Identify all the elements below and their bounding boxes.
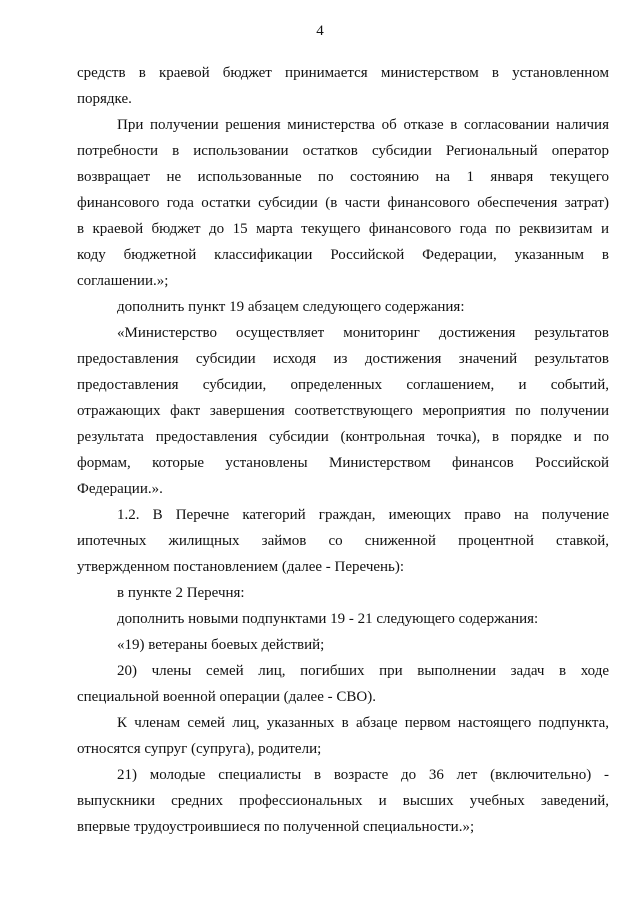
paragraph-start: дополнить пункт 19 абзацем следующего содержания: — [117, 299, 465, 315]
text-line: предоставления субсидии, определенных соглашением, и событий, — [77, 377, 609, 393]
text-line: соглашении.»; — [77, 273, 169, 289]
text-line: формам, которые установлены Министерством финансов Российской — [77, 455, 609, 471]
paragraph-start: 20) члены семей лиц, погибших при выполнении задач в ходе — [117, 663, 609, 679]
paragraph-start: дополнить новыми подпунктами 19 - 21 следующего содержания: — [117, 611, 539, 627]
text-line: финансового года остатки субсидии (в части финансового обеспечения затрат) — [77, 195, 609, 211]
text-line: средств в краевой бюджет принимается министерством в установленном — [77, 65, 609, 81]
paragraph-start: 21) молодые специалисты в возрасте до 36 лет (включительно) - — [117, 767, 609, 783]
text-line: впервые трудоустроившиеся по полученной специальности.»; — [77, 819, 475, 835]
paragraph-start: К членам семей лиц, указанных в абзаце первом настоящего подпункта, — [117, 715, 609, 731]
page-number: 4 — [316, 23, 324, 39]
text-line: ипотечных жилищных займов со сниженной процентной ставкой, — [77, 533, 609, 549]
text-line: порядке. — [77, 91, 132, 107]
paragraph-start: При получении решения министерства об отказе в согласовании наличия — [117, 117, 609, 133]
paragraph-start: в пункте 2 Перечня: — [117, 585, 245, 601]
text-line: предоставления субсидии исходя из достижения значений результатов — [77, 351, 609, 367]
text-line: возвращает не использованные по состоянию на 1 января текущего — [77, 169, 609, 185]
text-line: отражающих факт завершения соответствующего мероприятия по получении — [77, 403, 609, 419]
text-line: коду бюджетной классификации Российской Федерации, указанным в — [77, 247, 609, 263]
paragraph-start: «19) ветераны боевых действий; — [117, 637, 325, 653]
text-line: Федерации.». — [77, 481, 163, 497]
text-line: относятся супруг (супруга), родители; — [77, 741, 322, 757]
text-line: утвержденном постановлением (далее - Перечень): — [77, 559, 405, 575]
text-line: потребности в использовании остатков субсидии Региональный оператор — [77, 143, 609, 159]
document-body — [77, 60, 609, 840]
paragraph-start: 1.2. В Перечне категорий граждан, имеющих право на получение — [117, 507, 609, 523]
text-line: выпускники средних профессиональных и высших учебных заведений, — [77, 793, 609, 809]
paragraph-start: «Министерство осуществляет мониторинг достижения результатов — [117, 325, 609, 341]
text-line: в краевой бюджет до 15 марта текущего финансового года по реквизитам и — [77, 221, 609, 237]
text-line: результата предоставления субсидии (контрольная точка), в порядке и по — [77, 429, 609, 445]
text-line: специальной военной операции (далее - СВО). — [77, 689, 376, 705]
